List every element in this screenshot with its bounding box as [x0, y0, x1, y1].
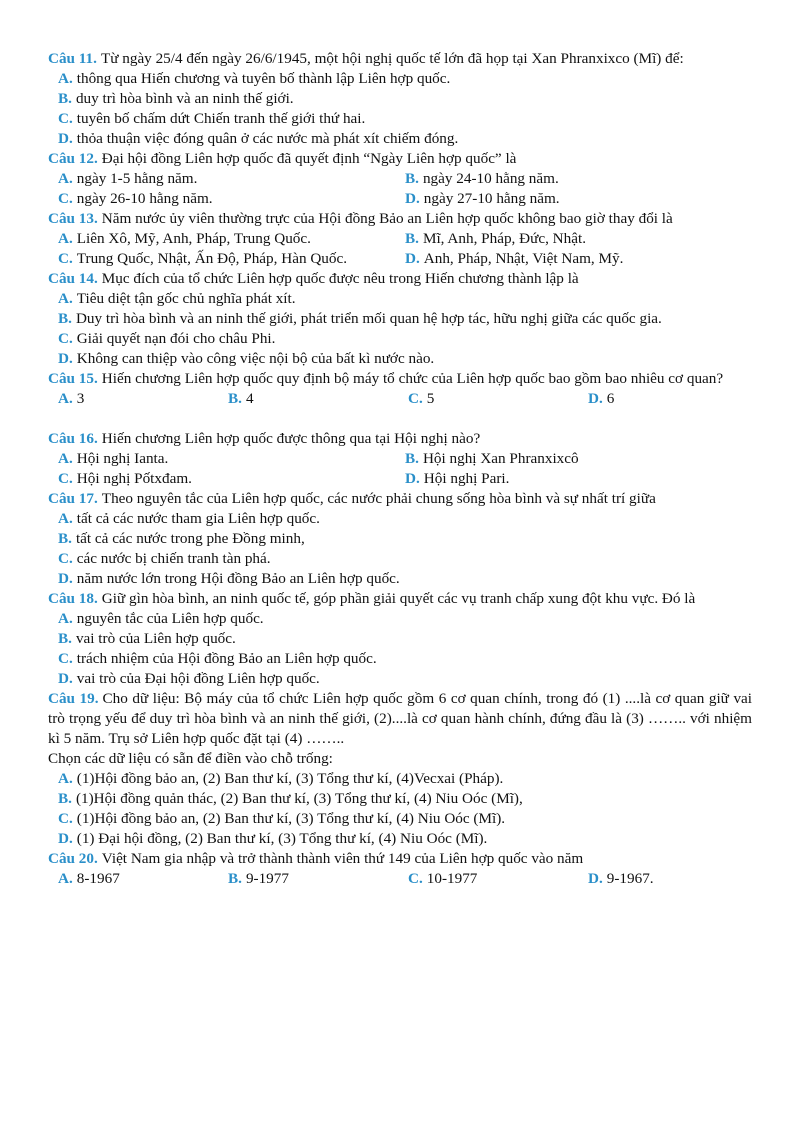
option-d[interactable]: D. ngày 27-10 hằng năm. [405, 190, 560, 207]
option-c[interactable]: C. Trung Quốc, Nhật, Ấn Độ, Pháp, Hàn Quốc. [58, 250, 348, 267]
option-d[interactable]: D. Hội nghị Pari. [405, 470, 510, 487]
option-a[interactable]: A. ngày 1-5 hằng năm. [58, 170, 198, 187]
option-d[interactable]: D. năm nước lớn trong Hội đồng Bảo an Liên hợp quốc. [58, 570, 400, 587]
question-16 [48, 429, 752, 489]
question-instruction: Chọn các dữ liệu có sẵn để điền vào chỗ trống: [48, 750, 333, 767]
option-b[interactable]: B. 9-1977 [228, 870, 289, 887]
question-stem: Năm nước ủy viên thường trực của Hội đồng Bảo an Liên hợp quốc không bao giờ thay đổi là [101, 210, 673, 227]
option-a[interactable]: A. Liên Xô, Mỹ, Anh, Pháp, Trung Quốc. [58, 230, 311, 247]
option-b[interactable]: B. ngày 24-10 hằng năm. [405, 170, 559, 187]
option-d[interactable]: D. (1) Đại hội đồng, (2) Ban thư kí, (3) Tổng thư kí, (4) Niu Oóc (Mĩ). [58, 830, 488, 847]
option-c[interactable]: C. 10-1977 [408, 870, 478, 887]
option-b[interactable]: B. 4 [228, 390, 254, 407]
option-c[interactable]: C. Giải quyết nạn đói cho châu Phi. [58, 330, 276, 347]
option-a[interactable]: A. nguyên tắc của Liên hợp quốc. [58, 610, 264, 627]
option-a[interactable]: A. 8-1967 [58, 870, 120, 887]
option-a[interactable]: A. thông qua Hiến chương và tuyên bố thành lập Liên hợp quốc. [58, 70, 451, 87]
option-d[interactable]: D. Anh, Pháp, Nhật, Việt Nam, Mỹ. [405, 250, 624, 267]
option-a[interactable]: A. Tiêu diệt tận gốc chủ nghĩa phát xít. [58, 290, 296, 307]
question-14 [48, 269, 752, 369]
option-b[interactable]: B. tất cả các nước trong phe Đồng minh, [58, 530, 305, 547]
option-c[interactable]: C. 5 [408, 390, 435, 407]
option-c[interactable]: C. Hội nghị Pốtxđam. [58, 470, 192, 487]
question-number: Câu 11. [48, 50, 97, 67]
question-number: Câu 16. [48, 430, 98, 447]
option-c[interactable]: C. trách nhiệm của Hội đồng Bảo an Liên hợp quốc. [58, 650, 377, 667]
question-stem: Đại hội đồng Liên hợp quốc đã quyết định “Ngày Liên hợp quốc” là [101, 150, 517, 167]
option-d[interactable]: D. 9-1967. [588, 870, 654, 887]
option-d[interactable]: D. thỏa thuận việc đóng quân ở các nước mà phát xít chiếm đóng. [58, 130, 459, 147]
question-20 [48, 849, 752, 889]
question-12 [48, 149, 752, 209]
question-number: Câu 14. [48, 270, 98, 287]
option-c[interactable]: C. các nước bị chiến tranh tàn phá. [58, 550, 271, 567]
option-a[interactable]: A. Hội nghị Ianta. [58, 450, 169, 467]
option-b[interactable]: B. Mĩ, Anh, Pháp, Đức, Nhật. [405, 230, 586, 247]
question-number: Câu 17. [48, 490, 98, 507]
option-b[interactable]: B. duy trì hòa bình và an ninh thế giới. [58, 90, 294, 107]
question-stem: Từ ngày 25/4 đến ngày 26/6/1945, một hội nghị quốc tế lớn đã họp tại Xan Phranxixco (Mĩ) để: [100, 50, 684, 67]
question-number: Câu 20. [48, 850, 98, 867]
option-d[interactable]: D. 6 [588, 390, 615, 407]
question-13 [48, 209, 752, 269]
option-a[interactable]: A. 3 [58, 390, 85, 407]
option-c[interactable]: C. tuyên bố chấm dứt Chiến tranh thế giới thứ hai. [58, 110, 366, 127]
option-d[interactable]: D. vai trò của Đại hội đồng Liên hợp quốc. [58, 670, 320, 687]
question-stem: Hiến chương Liên hợp quốc quy định bộ máy tổ chức của Liên hợp quốc bao gồm bao nhiêu cơ quan? [101, 370, 724, 387]
question-number: Câu 19. [48, 690, 99, 707]
question-19 [48, 689, 752, 849]
question-number: Câu 12. [48, 150, 98, 167]
question-15 [48, 369, 752, 409]
question-number: Câu 15. [48, 370, 98, 387]
option-a[interactable]: A. (1)Hội đồng bảo an, (2) Ban thư kí, (3) Tổng thư kí, (4)Vecxai (Pháp). [58, 770, 504, 787]
spacer [48, 409, 752, 429]
option-b[interactable]: B. Duy trì hòa bình và an ninh thế giới, phát triển mối quan hệ hợp tác, hữu nghị giữa các quốc gia. [58, 310, 662, 327]
question-number: Câu 13. [48, 210, 98, 227]
question-stem: Theo nguyên tắc của Liên hợp quốc, các nước phải chung sống hòa bình và sự nhất trí giữa [101, 490, 656, 507]
option-d[interactable]: D. Không can thiệp vào công việc nội bộ của bất kì nước nào. [58, 350, 435, 367]
question-number: Câu 18. [48, 590, 98, 607]
option-b[interactable]: B. (1)Hội đồng quản thác, (2) Ban thư kí, (3) Tổng thư kí, (4) Niu Oóc (Mĩ), [58, 790, 523, 807]
question-stem: Cho dữ liệu: Bộ máy của tổ chức Liên hợp quốc gồm 6 cơ quan chính, trong đó (1) ....là cơ quan giữ vai trò trọng yếu để duy trì hòa bình và an ninh thế giới, (2)....là cơ quan hành chính, đứng đầu là (3) …….. với nhiệm kì 5 năm. Trụ sở Liên hợp quốc đặt tại (4) …….. [48, 690, 752, 747]
option-c[interactable]: C. ngày 26-10 hằng năm. [58, 190, 213, 207]
question-18 [48, 589, 752, 689]
question-stem: Mục đích của tổ chức Liên hợp quốc được nêu trong Hiến chương thành lập là [101, 270, 579, 287]
question-stem: Việt Nam gia nhập và trở thành thành viên thứ 149 của Liên hợp quốc vào năm [101, 850, 584, 867]
question-stem: Giữ gìn hòa bình, an ninh quốc tế, góp phần giải quyết các vụ tranh chấp xung đột khu vực. Đó là [101, 590, 696, 607]
option-a[interactable]: A. tất cả các nước tham gia Liên hợp quốc. [58, 510, 320, 527]
question-stem: Hiến chương Liên hợp quốc được thông qua tại Hội nghị nào? [101, 430, 481, 447]
option-c[interactable]: C. (1)Hội đồng bảo an, (2) Ban thư kí, (3) Tổng thư kí, (4) Niu Oóc (Mĩ). [58, 810, 506, 827]
option-b[interactable]: B. Hội nghị Xan Phranxixcô [405, 450, 579, 467]
question-11 [48, 49, 752, 149]
question-17 [48, 489, 752, 589]
option-b[interactable]: B. vai trò của Liên hợp quốc. [58, 630, 236, 647]
